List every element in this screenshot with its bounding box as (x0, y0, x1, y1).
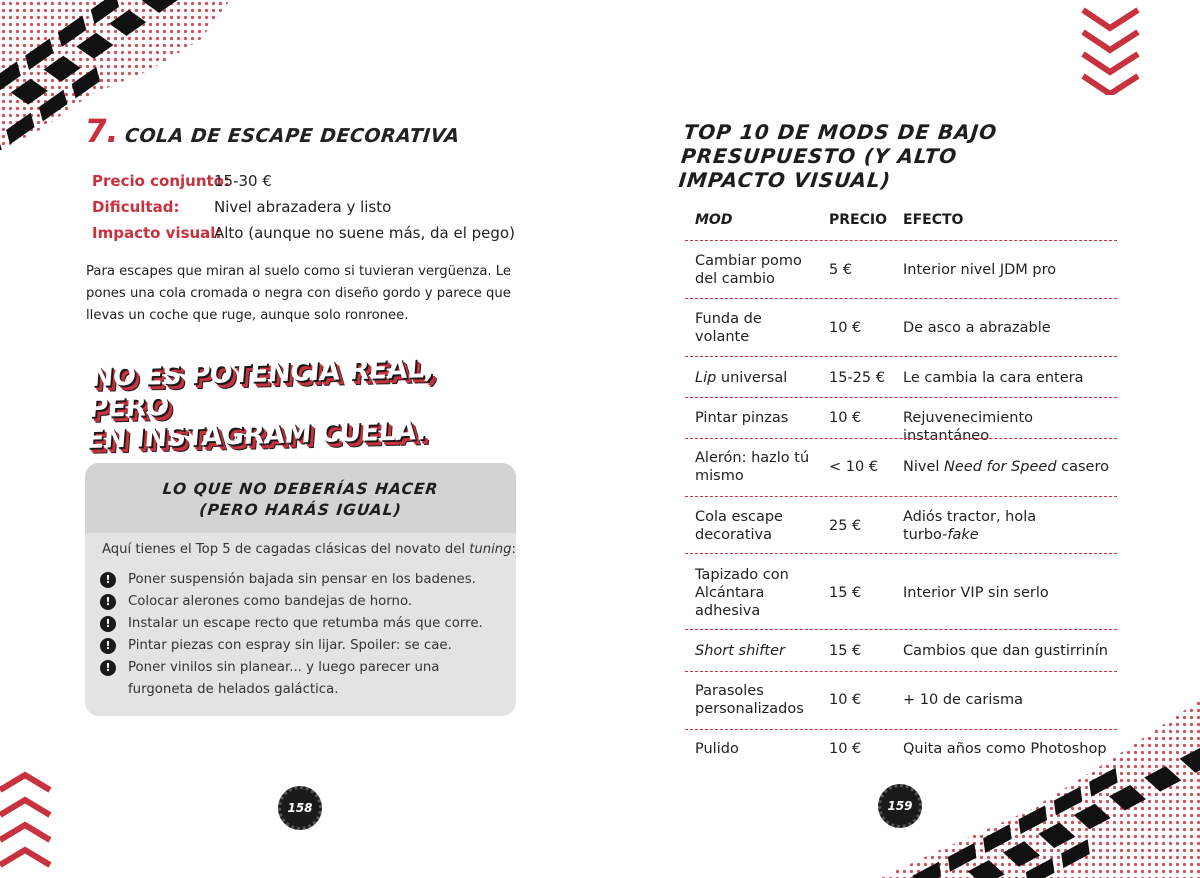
list-item-text: Poner suspensión bajada sin pensar en los badenes. (128, 572, 476, 587)
spec-value: Alto (aunque no suene más, da el pego) (214, 224, 515, 242)
cell-effect: Interior nivel JDM pro (903, 262, 1057, 278)
slogan-line: EN INSTAGRAM CUELA. (84, 415, 428, 455)
list-item (100, 657, 505, 701)
cell-price: 15 € (829, 585, 862, 601)
right-page (600, 0, 1200, 878)
cell-price: 5 € (829, 262, 853, 278)
section-heading (82, 112, 462, 150)
page-number: 159 (878, 784, 922, 828)
cell-effect: Nivel Need for Speed casero (903, 459, 1109, 475)
cell-mod: Funda de volante (695, 311, 762, 345)
cell-effect: Adiós tractor, hola turbo-fake (903, 509, 1037, 543)
warning-icon: ! (100, 660, 116, 676)
cell-mod: Lip universal (695, 370, 788, 386)
cell-mod: Cambiar pomo del cambio (695, 253, 802, 287)
cell-effect: Rejuvenecimiento instantáneo (903, 410, 1033, 444)
cell-price: < 10 € (829, 459, 879, 475)
list-item-text: Instalar un escape recto que retumba más que corre. (128, 616, 483, 631)
description-paragraph: Para escapes que miran al suelo como si tuvieran vergüenza. Le pones una cola cromada o negra con diseño gordo y parece que llevas un coche que ruge, aunque solo ronronee. (86, 264, 512, 323)
table-title (677, 120, 1105, 192)
cell-mod: Pulido (695, 741, 739, 757)
chevron-decoration (1078, 0, 1148, 95)
column-header-effect: EFECTO (903, 212, 964, 228)
list-item-text: Pintar piezas con espray sin lijar. Spoiler: se cae. (128, 638, 452, 653)
cell-effect: + 10 de carisma (903, 692, 1023, 708)
row-divider (685, 397, 1117, 398)
spec-label: Impacto visual: (92, 224, 222, 242)
cell-effect: Interior VIP sin serlo (903, 585, 1049, 601)
cell-mod: Pintar pinzas (695, 410, 789, 426)
list-item-text: Colocar alerones como bandejas de horno. (128, 594, 413, 609)
table-title-line: TOP 10 DE MODS DE BAJO (682, 120, 999, 144)
cell-mod: Short shifter (695, 643, 785, 659)
list-item-text: Poner vinilos sin planear... y luego parecer una furgoneta de helados galáctica. (128, 660, 440, 697)
warning-icon: ! (100, 572, 116, 588)
cell-effect: De asco a abrazable (903, 320, 1051, 336)
cell-mod: Tapizado con Alcántara adhesiva (695, 567, 789, 619)
list-item (100, 635, 505, 657)
column-header-price: PRECIO (829, 212, 887, 228)
cell-mod: Alerón: hazlo tú mismo (695, 450, 810, 484)
row-divider (685, 553, 1117, 554)
slogan (85, 351, 523, 455)
list-item (100, 569, 505, 591)
table-title-line: IMPACTO VISUAL) (677, 168, 893, 192)
page-number: 158 (278, 786, 322, 830)
tips-box-header (85, 463, 516, 533)
tips-box-intro: Aquí tienes el Top 5 de cagadas clásicas del novato del tuning: (102, 542, 516, 557)
row-divider (685, 356, 1117, 357)
cell-price: 10 € (829, 741, 862, 757)
cell-price: 25 € (829, 518, 862, 534)
cell-effect: Cambios que dan gustirrinín (903, 643, 1108, 659)
row-divider (685, 671, 1117, 672)
cell-price: 10 € (829, 320, 862, 336)
row-divider (685, 496, 1117, 497)
tips-box-title: LO QUE NO DEBERÍAS HACER (161, 480, 440, 498)
row-divider (685, 729, 1117, 730)
warning-icon: ! (100, 616, 116, 632)
row-divider (685, 629, 1117, 630)
cell-effect: Quita años como Photoshop (903, 741, 1107, 757)
cell-price: 15-25 € (829, 370, 885, 386)
tips-box (85, 463, 516, 716)
cell-price: 15 € (829, 643, 862, 659)
table-title-line: PRESUPUESTO (Y ALTO (679, 144, 959, 168)
tire-tread-decoration (880, 700, 1200, 878)
list-item (100, 591, 505, 613)
cell-effect: Le cambia la cara entera (903, 370, 1084, 386)
row-divider (685, 298, 1117, 299)
cell-mod: Cola escape decorativa (695, 509, 783, 543)
spec-label: Precio conjunto: (92, 172, 230, 190)
row-divider (685, 438, 1117, 439)
warning-icon: ! (100, 594, 116, 610)
spec-label: Dificultad: (92, 198, 180, 216)
cell-price: 10 € (829, 692, 862, 708)
column-header-mod: MOD (695, 212, 733, 228)
spec-value: 15-30 € (214, 172, 272, 190)
warning-icon: ! (100, 638, 116, 654)
tips-box-subtitle: (PERO HARÁS IGUAL) (198, 501, 403, 519)
section-number: 7. (82, 112, 121, 150)
slogan-line: NO ES POTENCIA REAL, PERO (87, 353, 436, 424)
chevron-decoration (0, 770, 60, 878)
list-item (100, 613, 505, 635)
cell-price: 10 € (829, 410, 862, 426)
section-title: COLA DE ESCAPE DECORATIVA (124, 125, 462, 147)
cell-mod: Parasoles personalizados (695, 683, 804, 717)
row-divider (685, 240, 1117, 241)
spec-value: Nivel abrazadera y listo (214, 198, 392, 216)
